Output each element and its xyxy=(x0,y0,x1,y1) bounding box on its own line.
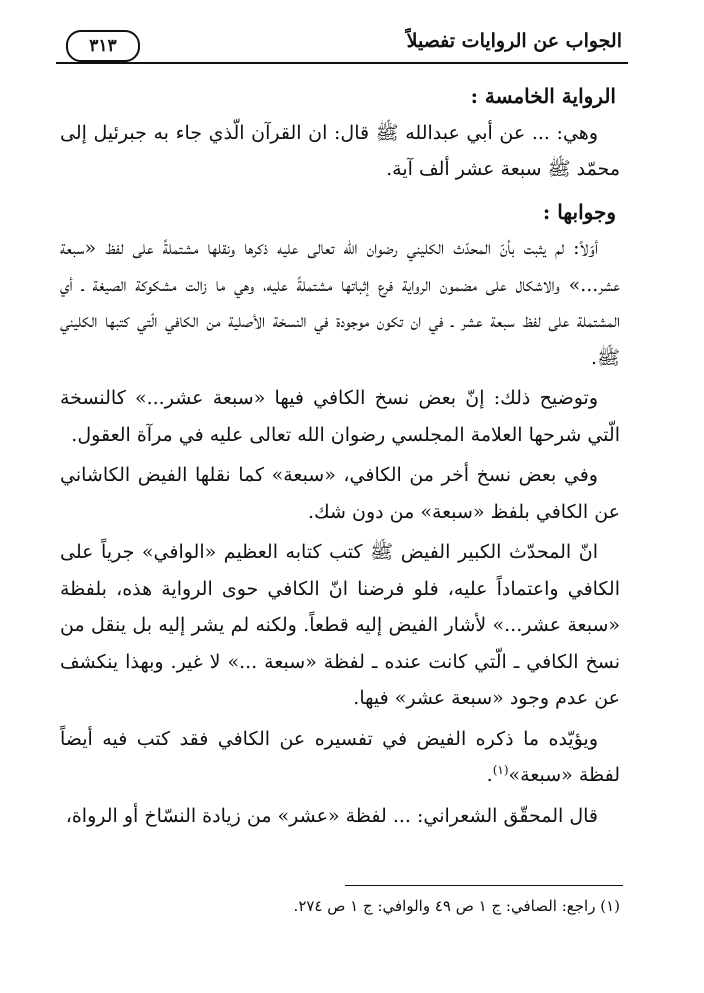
footnote-reference: (١) xyxy=(492,763,509,777)
paragraph-support xyxy=(60,721,620,794)
heading-fifth-narration: الرواية الخامسة : xyxy=(470,84,616,108)
paragraph-fifth-narration: وهي: ... عن أبي عبدالله ﷺ قال: ان القرآن الّذي جاء به جبرئيل إلى محمّد ﷺ سبعة عشر ألف آية. xyxy=(60,121,620,180)
footnote: (١) راجع: الصافي: ج ١ ص ٤٩ والوافي: ج ١ ص ٢٧٤. xyxy=(293,897,620,915)
page-body xyxy=(60,78,620,834)
paragraph-first-point: أوّلاً: لم يثبت بأنّ المحدّث الكليني رضوان الله تعالى عليه ذكرها ونقلها مشتملةً على لفظ «سبعة عشر...» والاشكال على مضمون الرواية فرع إثباتها مشتملةً عليه، وهي ما زالت مشكوكة الصيغة ـ أي المشتملة على لفظ سبعة عشر ـ في ان تكون موجودة في النسخة الأصلية من الكافي الّتي كتبها الكليني ﷺ. xyxy=(60,237,620,369)
paragraph-clarification: وتوضيح ذلك: إنّ بعض نسخ الكافي فيها «سبعة عشر...» كالنسخة الّتي شرحها العلامة المجلسي رضوان الله تعالى عليه في مرآة العقول. xyxy=(60,387,620,446)
paragraph-other-copies: وفي بعض نسخ أخر من الكافي، «سبعة» كما نقلها الفيض الكاشاني عن الكافي بلفظ «سبعة» من دون شك. xyxy=(60,464,620,523)
page-number: ٣١٣ xyxy=(89,36,117,56)
heading-answer: وجوابها : xyxy=(542,199,616,224)
paragraph-support-text: ويؤيّده ما ذكره الفيض في تفسيره عن الكافي فقد كتب فيه أيضاً لفظة «سبعة» xyxy=(60,727,620,786)
page-number-badge xyxy=(66,30,140,62)
page-header xyxy=(56,28,628,66)
header-rule xyxy=(56,62,628,64)
running-title: الجواب عن الروايات تفصيلاً xyxy=(406,30,622,52)
paragraph-support-end: . xyxy=(486,764,493,786)
footnote-separator xyxy=(345,885,623,886)
paragraph-shaarani: قال المحقّق الشعراني: ... لفظة «عشر» من زيادة النسّاخ أو الرواة، xyxy=(65,804,598,827)
paragraph-faiz: انّ المحدّث الكبير الفيض ﷺ كتب كتابه العظيم «الوافي» جرياً على الكافي واعتماداً عليه، فلو فرضنا انّ الكافي حوى الرواية هذه، بلفظة «سبعة عشر...» لأشار الفيض إليه قطعاً. ولكنه لم يشر إليه بل ينقل من نسخ الكافي ـ الّتي كانت عنده ـ لفظة «سبعة ...» لا غير. وبهذا ينكشف عن عدم وجود «سبعة عشر» فيها. xyxy=(60,541,620,709)
